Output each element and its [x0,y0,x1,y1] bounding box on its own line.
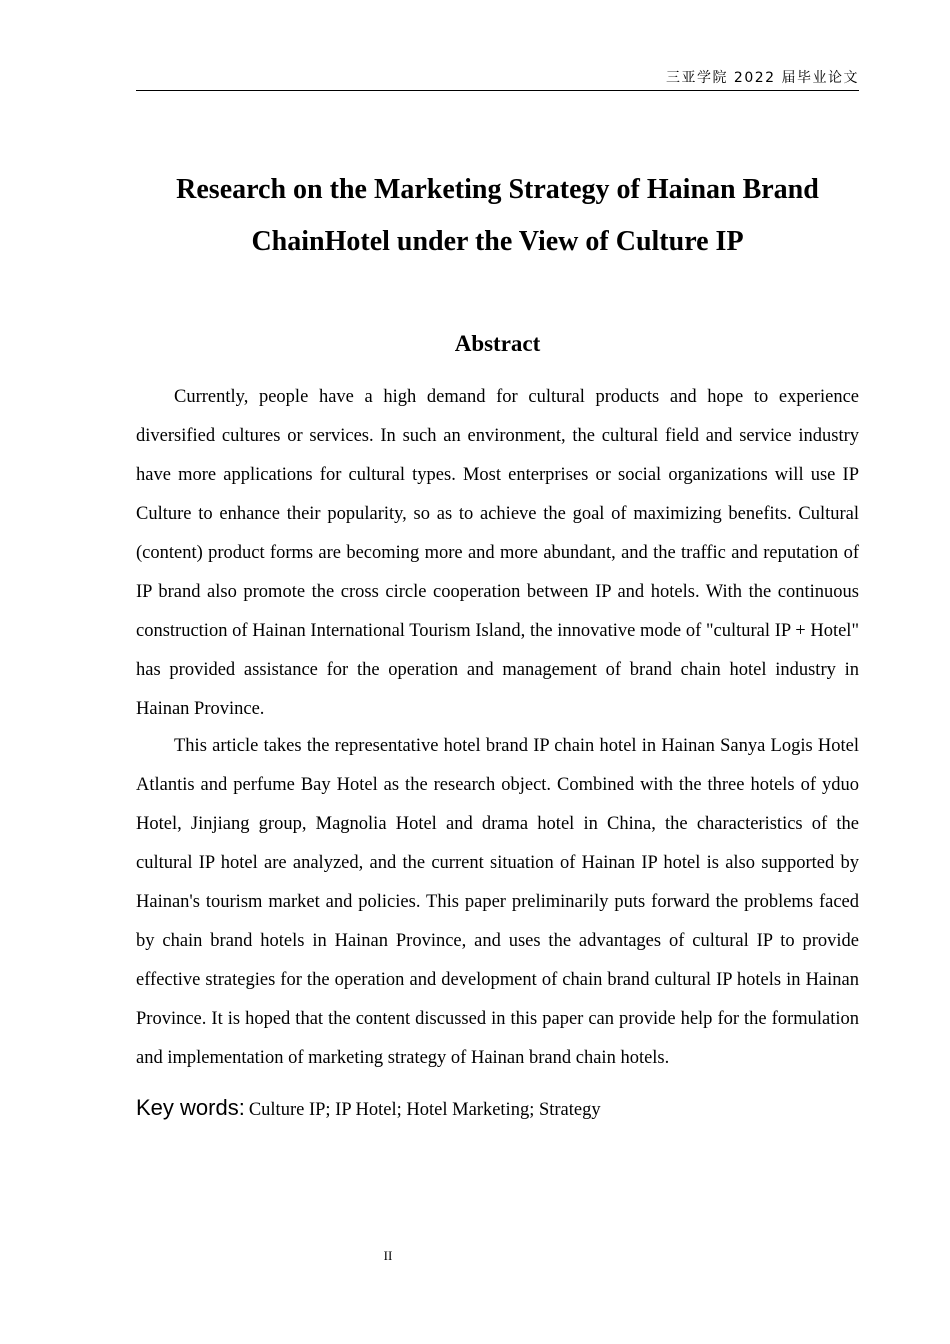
header-text: 三亚学院 2022 届毕业论文 [665,70,859,86]
abstract-heading: Abstract [454,331,541,356]
page-header [136,68,859,91]
title-line-1: Research on the Marketing Strategy of Hainan Brand [176,174,819,205]
page-number: II [383,1248,393,1263]
keywords-label: Key words: [136,1095,245,1120]
keywords-line [136,1092,859,1127]
title-line-2: ChainHotel under the View of Culture IP [251,226,744,257]
abstract-body [136,378,859,1078]
abstract-paragraph-1: Currently, people have a high demand for cultural products and hope to experience diversified cultures or services. In such an environment, the cultural field and service industry have more applications for cultural types. Most enterprises or social organizations will use IP Culture to enhance their popularity, so as to achieve the goal of maximizing benefits. Cultural (content) product forms are becoming more and more abundant, and the traffic and reputation of IP brand also promote the cross circle cooperation between IP and hotels. With the continuous construction of Hainan International Tourism Island, the innovative mode of "cultural IP + Hotel" has provided assistance for the operation and management of brand chain hotel industry in Hainan Province. [136,387,859,719]
paper-title [136,164,859,268]
abstract-paragraph-2: This article takes the representative hotel brand IP chain hotel in Hainan Sanya Logis Hotel Atlantis and perfume Bay Hotel as the research object. Combined with the three hotels of yduo Hotel, Jinjiang group, Magnolia Hotel and drama hotel in China, the characteristics of the cultural IP hotel are analyzed, and the current situation of Hainan IP hotel is also supported by Hainan's tourism market and policies. This paper preliminarily puts forward the problems faced by chain brand hotels in Hainan Province, and uses the advantages of cultural IP to provide effective strategies for the operation and development of chain brand cultural IP hotels in Hainan Province. It is hoped that the content discussed in this paper can provide help for the formulation and implementation of marketing strategy of Hainan brand chain hotels. [136,736,859,1068]
keywords-values: Culture IP; IP Hotel; Hotel Marketing; Strategy [248,1100,601,1120]
